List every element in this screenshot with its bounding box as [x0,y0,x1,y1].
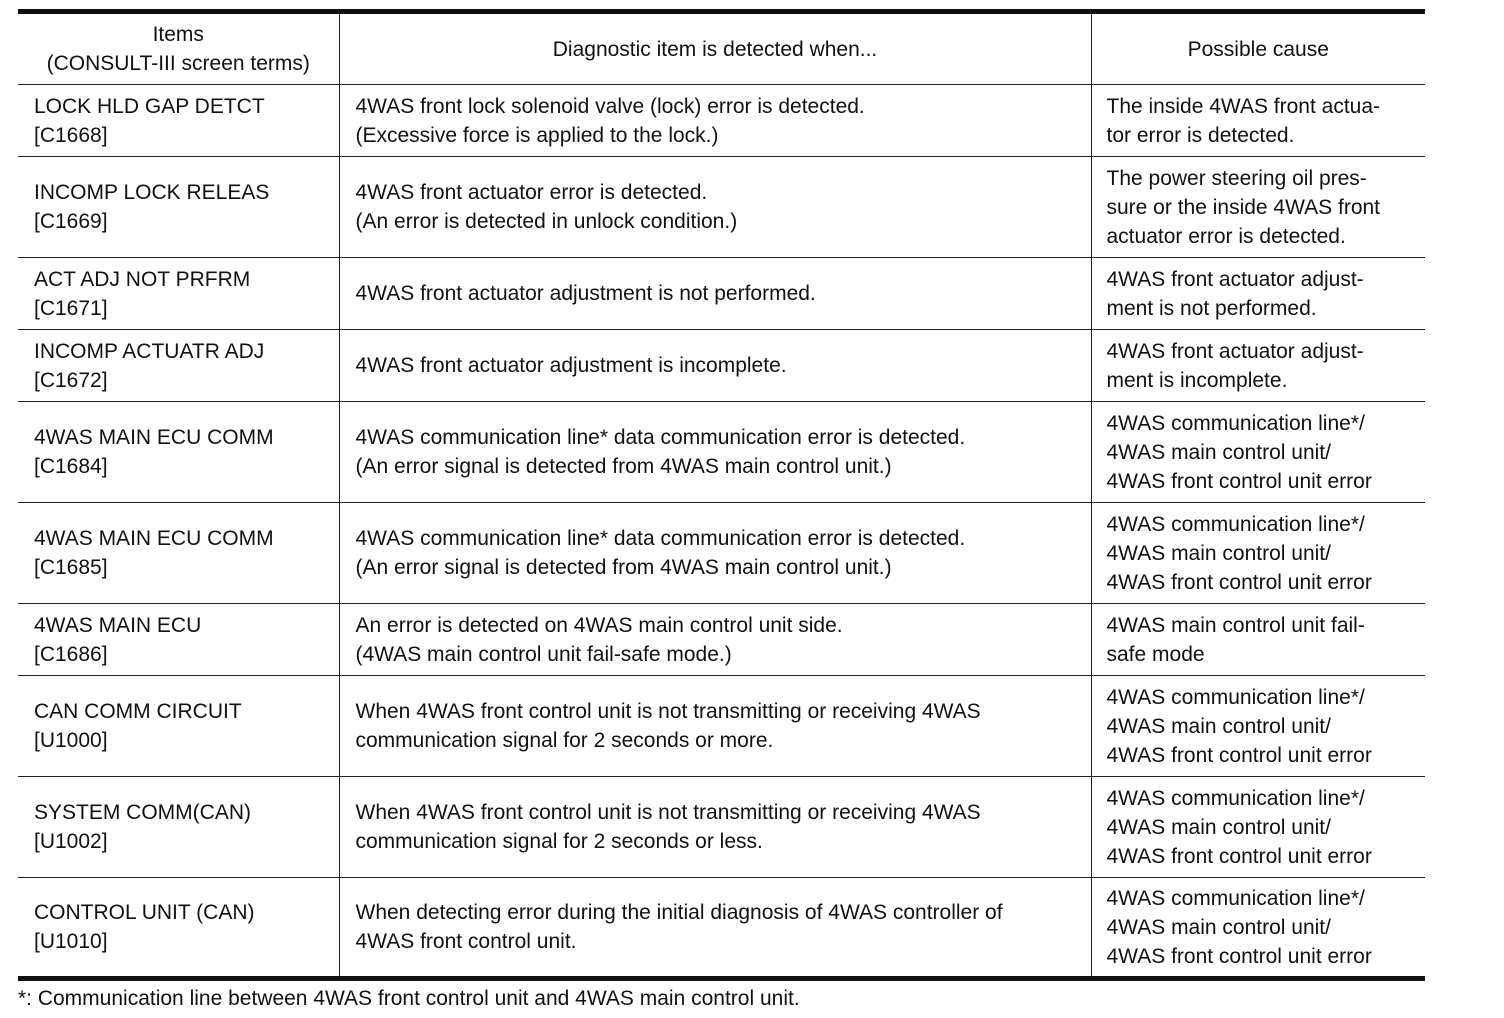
item-code: [C1668] [34,123,108,147]
cause-line: 4WAS front control unit error [1106,469,1372,493]
table-row [18,402,1425,503]
condition-line: (An error signal is detected from 4WAS main control unit.) [355,556,892,579]
item-code: [U1002] [34,830,108,853]
item-cell [18,604,339,676]
item-name: INCOMP ACTUATR ADJ [34,339,265,363]
cause-line: The power steering oil pres- [1106,166,1367,190]
table-row [18,878,1425,979]
item-name: CONTROL UNIT (CAN) [34,901,255,924]
condition-cell [339,258,1091,330]
cause-line: 4WAS front control unit error [1106,743,1372,767]
condition-line: 4WAS front actuator adjustment is not performed. [355,282,816,305]
condition-line: 4WAS communication line* data communication error is detected. [355,426,966,449]
header-row [18,12,1425,85]
item-name: CAN COMM CIRCUIT [34,700,242,723]
cause-line: 4WAS front actuator adjust- [1106,339,1364,363]
condition-line: When 4WAS front control unit is not transmitting or receiving 4WAS [355,801,981,824]
cause-line: ment is not performed. [1106,296,1317,320]
item-cell [18,85,339,157]
cause-line: sure or the inside 4WAS front [1106,195,1381,219]
cause-line: 4WAS communication line*/ [1106,886,1365,910]
item-name: 4WAS MAIN ECU [34,613,202,637]
item-cell [18,157,339,258]
condition-cell [339,878,1091,979]
table-body [18,85,1425,979]
item-cell [18,503,339,604]
condition-cell [339,676,1091,777]
cause-cell [1091,85,1425,157]
item-name: LOCK HLD GAP DETCT [34,94,265,118]
item-code: [C1671] [34,296,108,320]
cause-line: 4WAS main control unit/ [1106,440,1331,464]
table-row [18,85,1425,157]
condition-line: When detecting error during the initial diagnosis of 4WAS controller of [355,901,1003,924]
condition-cell [339,402,1091,503]
table-row [18,330,1425,402]
cause-cell [1091,402,1425,503]
cause-cell [1091,777,1425,878]
cause-cell [1091,258,1425,330]
condition-line: 4WAS front control unit. [355,930,577,953]
table-row [18,604,1425,676]
item-cell [18,402,339,503]
condition-line: 4WAS front lock solenoid valve (lock) error is detected. [355,94,865,118]
cause-line: 4WAS main control unit/ [1106,541,1331,565]
item-code: [C1686] [34,642,108,666]
header-items-line2: (CONSULT-III screen terms) [46,52,310,75]
cause-line: 4WAS front control unit error [1106,944,1372,968]
cause-cell [1091,330,1425,402]
cause-line: 4WAS communication line*/ [1106,512,1365,536]
table-row [18,258,1425,330]
cause-cell [1091,676,1425,777]
cause-cell [1091,878,1425,979]
cause-cell [1091,604,1425,676]
item-name: INCOMP LOCK RELEAS [34,181,270,204]
cause-line: 4WAS front actuator adjust- [1106,267,1364,291]
condition-line: 4WAS front actuator adjustment is incomplete. [355,354,787,377]
item-code: [C1684] [34,455,108,478]
cause-line: 4WAS communication line*/ [1106,411,1365,435]
header-items-line1: Items [152,23,204,46]
table-row [18,676,1425,777]
condition-cell [339,604,1091,676]
table-row [18,157,1425,258]
item-name: SYSTEM COMM(CAN) [34,801,251,824]
table-header [18,12,1425,85]
condition-line: 4WAS front actuator error is detected. [355,181,708,204]
condition-cell [339,503,1091,604]
item-code: [U1010] [34,930,108,953]
header-cause: Possible cause [1091,12,1425,85]
header-items [18,12,339,85]
condition-cell [339,157,1091,258]
dtc-table [18,9,1425,981]
item-name: 4WAS MAIN ECU COMM [34,527,274,550]
condition-line: (An error is detected in unlock condition.) [355,210,738,233]
condition-line: (Excessive force is applied to the lock.) [355,123,719,147]
item-cell [18,676,339,777]
cause-line: actuator error is detected. [1106,224,1346,248]
cause-line: 4WAS main control unit fail- [1106,613,1365,637]
item-code: [C1669] [34,210,108,233]
table-row [18,503,1425,604]
item-name: 4WAS MAIN ECU COMM [34,426,274,449]
condition-line: (4WAS main control unit fail-safe mode.) [355,642,732,666]
cause-line: safe mode [1106,642,1205,666]
cause-line: The inside 4WAS front actua- [1106,94,1381,118]
footnote: *: Communication line between 4WAS front control unit and 4WAS main control unit. [18,987,800,1010]
cause-cell [1091,503,1425,604]
condition-line: An error is detected on 4WAS main control unit side. [355,613,843,637]
cause-line: 4WAS front control unit error [1106,570,1372,594]
item-cell [18,330,339,402]
condition-line: (An error signal is detected from 4WAS main control unit.) [355,455,892,478]
condition-line: communication signal for 2 seconds or more. [355,729,774,752]
cause-line: 4WAS communication line*/ [1106,685,1365,709]
condition-line: 4WAS communication line* data communication error is detected. [355,527,966,550]
cause-cell [1091,157,1425,258]
cause-line: tor error is detected. [1106,123,1295,147]
cause-line: 4WAS front control unit error [1106,844,1372,868]
item-code: [U1000] [34,729,108,752]
item-code: [C1672] [34,368,108,392]
condition-line: communication signal for 2 seconds or less. [355,830,763,853]
cause-line: ment is incomplete. [1106,368,1288,392]
item-cell [18,878,339,979]
cause-line: 4WAS main control unit/ [1106,714,1331,738]
condition-cell [339,777,1091,878]
condition-line: When 4WAS front control unit is not transmitting or receiving 4WAS [355,700,981,723]
cause-line: 4WAS communication line*/ [1106,786,1365,810]
cause-line: 4WAS main control unit/ [1106,915,1331,939]
header-condition: Diagnostic item is detected when... [339,12,1091,85]
item-code: [C1685] [34,556,108,579]
cause-line: 4WAS main control unit/ [1106,815,1331,839]
table-row [18,777,1425,878]
item-cell [18,258,339,330]
item-cell [18,777,339,878]
condition-cell [339,330,1091,402]
condition-cell [339,85,1091,157]
item-name: ACT ADJ NOT PRFRM [34,267,251,291]
